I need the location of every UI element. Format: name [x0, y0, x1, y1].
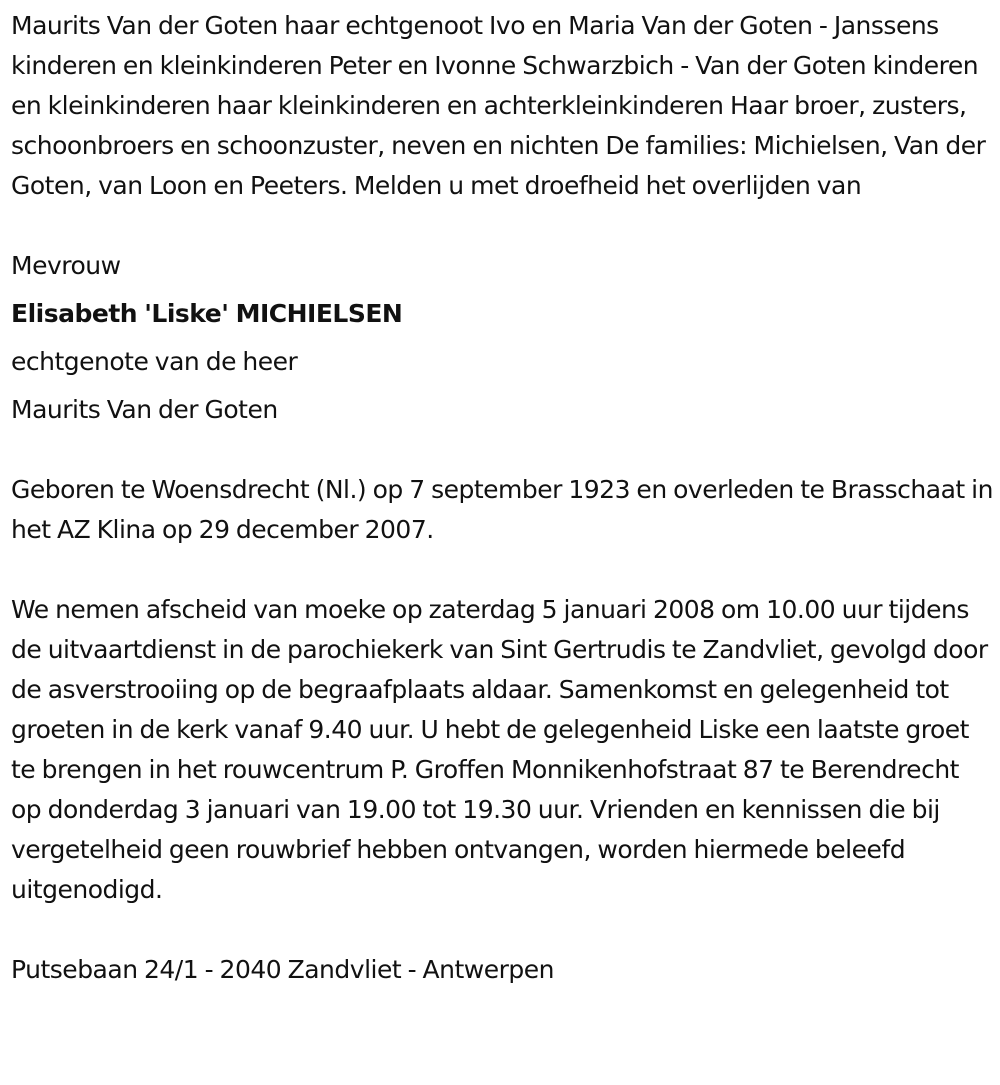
- birth-death-paragraph: Geboren te Woensdrecht (Nl.) op 7 september 1923 en overleden te Brasschaat in het AZ Klina op 29 december 2007.: [11, 475, 993, 544]
- address-line: Putsebaan 24/1 - 2040 Zandvliet - Antwerpen: [11, 955, 555, 984]
- salutation: Mevrouw: [11, 251, 121, 280]
- spacer: [11, 206, 995, 246]
- obituary-notice: [11, 6, 995, 990]
- spacer: [11, 910, 995, 950]
- deceased-name: Elisabeth 'Liske' MICHIELSEN: [11, 299, 403, 328]
- intro-paragraph: Maurits Van der Goten haar echtgenoot Ivo en Maria Van der Goten - Janssens kinderen en kleinkinderen Peter en Ivonne Schwarzbich - Van der Goten kinderen en kleinkinderen haar kleinkinderen en achterkleinkinderen Haar broer, zusters, schoonbroers en schoonzuster, neven en nichten De families: Michielsen, Van der Goten, van Loon en Peeters. Melden u met droefheid het overlijden van: [11, 11, 986, 200]
- relation-text: echtgenote van de heer: [11, 347, 298, 376]
- spacer: [11, 434, 995, 470]
- spouse-name: Maurits Van der Goten: [11, 395, 278, 424]
- spacer: [11, 550, 995, 590]
- ceremony-paragraph: We nemen afscheid van moeke op zaterdag 5 januari 2008 om 10.00 uur tijdens de uitvaartdienst in de parochiekerk van Sint Gertrudis te Zandvliet, gevolgd door de asverstrooiing op de begraafplaats aldaar. Samenkomst en gelegenheid tot groeten in de kerk vanaf 9.40 uur. U hebt de gelegenheid Liske een laatste groet te brengen in het rouwcentrum P. Groffen Monnikenhofstraat 87 te Berendrecht op donderdag 3 januari van 19.00 tot 19.30 uur. Vrienden en kennissen die bij vergetelheid geen rouwbrief hebben ontvangen, worden hiermede beleefd uitgenodigd.: [11, 595, 988, 904]
